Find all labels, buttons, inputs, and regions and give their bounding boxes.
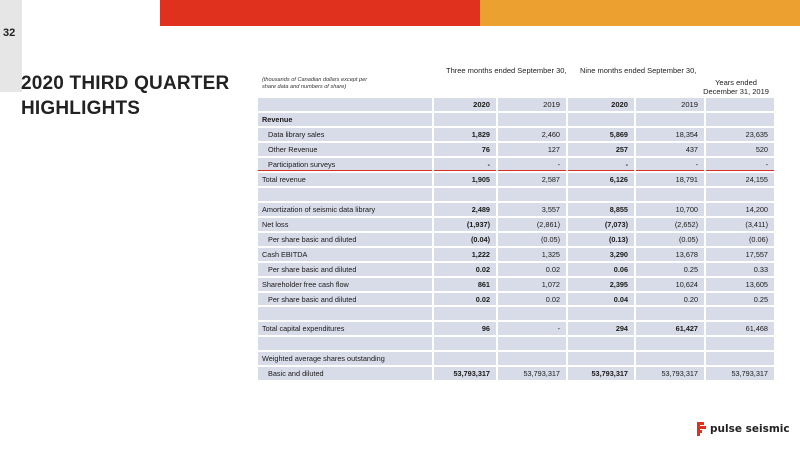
table-cell: 18,354: [636, 128, 704, 141]
table-cell: (0.04): [434, 233, 496, 246]
table-cell: 3,557: [498, 203, 566, 216]
financial-table-container: [258, 62, 770, 382]
year-header-blank: [706, 98, 774, 111]
row-label: Amortization of seismic data library: [258, 203, 432, 216]
logo-text: pulse seismic: [710, 423, 790, 435]
table-cell: [636, 113, 704, 126]
table-cell: [706, 307, 774, 320]
table-cell: (7,073): [568, 218, 634, 231]
table-cell: 0.33: [706, 263, 774, 276]
table-cell: [434, 337, 496, 350]
table-cell: [706, 113, 774, 126]
page-number: 32: [3, 27, 16, 39]
table-row: [258, 173, 774, 186]
row-label: Weighted average shares outstanding: [258, 352, 432, 365]
table-cell: 861: [434, 278, 496, 291]
table-cell: -: [498, 158, 566, 172]
table-row: [258, 337, 774, 350]
table-cell: 257: [568, 143, 634, 156]
table-row: [258, 113, 774, 126]
row-label: Total revenue: [258, 173, 432, 186]
top-orange-bar: [480, 0, 800, 26]
table-cell: [568, 188, 634, 201]
table-cell: -: [498, 322, 566, 335]
table-cell: 53,793,317: [434, 367, 496, 380]
table-cell: [434, 307, 496, 320]
table-cell: [498, 352, 566, 365]
table-row: [258, 293, 774, 306]
table-cell: 294: [568, 322, 634, 335]
table-row: [258, 248, 774, 261]
table-row: [258, 278, 774, 291]
row-label: Basic and diluted: [258, 367, 432, 380]
table-cell: 0.04: [568, 293, 634, 306]
table-cell: 8,855: [568, 203, 634, 216]
table-cell: 437: [636, 143, 704, 156]
table-cell: [706, 188, 774, 201]
table-cell: 14,200: [706, 203, 774, 216]
table-cell: -: [434, 158, 496, 172]
table-cell: 76: [434, 143, 496, 156]
top-red-bar: [160, 0, 480, 26]
table-cell: [498, 113, 566, 126]
table-cell: 17,557: [706, 248, 774, 261]
table-cell: 0.02: [434, 263, 496, 276]
row-label: Shareholder free cash flow: [258, 278, 432, 291]
table-cell: 24,155: [706, 173, 774, 186]
table-row: [258, 143, 774, 156]
table-cell: [636, 352, 704, 365]
table-row: [258, 352, 774, 365]
table-cell: 53,793,317: [568, 367, 634, 380]
table-cell: -: [706, 158, 774, 172]
table-cell: (0.05): [636, 233, 704, 246]
table-cell: [498, 337, 566, 350]
row-label: Per share basic and diluted: [258, 263, 432, 276]
table-row: [258, 263, 774, 276]
table-cell: 1,222: [434, 248, 496, 261]
slide-title: 2020 THIRD QUARTER HIGHLIGHTS: [21, 73, 230, 119]
table-row: [258, 128, 774, 141]
table-cell: (3,411): [706, 218, 774, 231]
table-cell: [636, 307, 704, 320]
table-cell: 53,793,317: [706, 367, 774, 380]
table-cell: [434, 113, 496, 126]
table-cell: 1,072: [498, 278, 566, 291]
table-cell: (0.13): [568, 233, 634, 246]
table-cell: (0.06): [706, 233, 774, 246]
year-header-cell: 2020: [568, 98, 634, 111]
year-header-blank: [258, 98, 432, 111]
table-cell: 0.02: [498, 263, 566, 276]
row-label: Cash EBITDA: [258, 248, 432, 261]
table-cell: 53,793,317: [636, 367, 704, 380]
table-cell: 10,700: [636, 203, 704, 216]
table-cell: 0.25: [636, 263, 704, 276]
table-row: [258, 218, 774, 231]
table-cell: (1,937): [434, 218, 496, 231]
table-cell: 3,290: [568, 248, 634, 261]
nine-months-header: Nine months ended September 30,: [580, 66, 697, 75]
table-cell: 1,325: [498, 248, 566, 261]
table-cell: 0.02: [498, 293, 566, 306]
table-row: [258, 322, 774, 335]
row-label: Other Revenue: [258, 143, 432, 156]
table-cell: -: [636, 158, 704, 172]
years-ended-header: Years ended December 31, 2019: [703, 78, 769, 96]
table-cell: 2,489: [434, 203, 496, 216]
row-label: Per share basic and diluted: [258, 233, 432, 246]
table-cell: 96: [434, 322, 496, 335]
table-cell: 0.06: [568, 263, 634, 276]
table-cell: [568, 337, 634, 350]
row-label: Data library sales: [258, 128, 432, 141]
table-cell: 13,605: [706, 278, 774, 291]
table-cell: [498, 307, 566, 320]
table-cell: 0.20: [636, 293, 704, 306]
table-cell: 53,793,317: [498, 367, 566, 380]
table-cell: [568, 307, 634, 320]
row-label: Participation surveys: [258, 158, 432, 172]
table-cell: (2,652): [636, 218, 704, 231]
table-cell: 13,678: [636, 248, 704, 261]
table-cell: [706, 352, 774, 365]
table-cell: 0.25: [706, 293, 774, 306]
row-label: [258, 337, 432, 350]
row-label: Net loss: [258, 218, 432, 231]
table-cell: (2,861): [498, 218, 566, 231]
table-cell: 2,395: [568, 278, 634, 291]
table-cell: 10,624: [636, 278, 704, 291]
page-number-box: [0, 0, 22, 92]
table-row: [258, 188, 774, 201]
table-cell: [434, 352, 496, 365]
table-cell: 0.02: [434, 293, 496, 306]
table-row: [258, 233, 774, 246]
row-label: Per share basic and diluted: [258, 293, 432, 306]
table-cell: 2,460: [498, 128, 566, 141]
table-cell: [706, 337, 774, 350]
table-cell: 23,635: [706, 128, 774, 141]
table-cell: 127: [498, 143, 566, 156]
table-cell: 61,468: [706, 322, 774, 335]
table-cell: 2,587: [498, 173, 566, 186]
table-cell: (0.05): [498, 233, 566, 246]
table-row: [258, 367, 774, 380]
table-cell: 5,869: [568, 128, 634, 141]
pulse-seismic-logo: [697, 422, 790, 436]
table-cell: -: [568, 158, 634, 172]
table-cell: 6,126: [568, 173, 634, 186]
table-cell: 1,905: [434, 173, 496, 186]
three-months-header: Three months ended September 30,: [446, 66, 567, 75]
table-cell: [434, 188, 496, 201]
row-label: [258, 307, 432, 320]
row-label: [258, 188, 432, 201]
year-header-cell: 2019: [498, 98, 566, 111]
table-cell: [498, 188, 566, 201]
year-header-cell: 2019: [636, 98, 704, 111]
table-cell: [568, 113, 634, 126]
financial-table: [256, 96, 776, 382]
pulse-logo-icon: [697, 422, 709, 436]
year-header-cell: 2020: [434, 98, 496, 111]
row-label: Revenue: [258, 113, 432, 126]
table-cell: [636, 337, 704, 350]
table-row: [258, 307, 774, 320]
table-cell: 1,829: [434, 128, 496, 141]
table-cell: 18,791: [636, 173, 704, 186]
table-row: [258, 158, 774, 172]
year-header-row: [258, 98, 774, 111]
table-cell: [636, 188, 704, 201]
row-label: Total capital expenditures: [258, 322, 432, 335]
table-cell: 520: [706, 143, 774, 156]
table-row: [258, 203, 774, 216]
table-header: [258, 62, 770, 96]
units-note: (thousands of Canadian dollars except per share data and numbers of share): [262, 77, 368, 90]
table-cell: [568, 352, 634, 365]
table-cell: 61,427: [636, 322, 704, 335]
